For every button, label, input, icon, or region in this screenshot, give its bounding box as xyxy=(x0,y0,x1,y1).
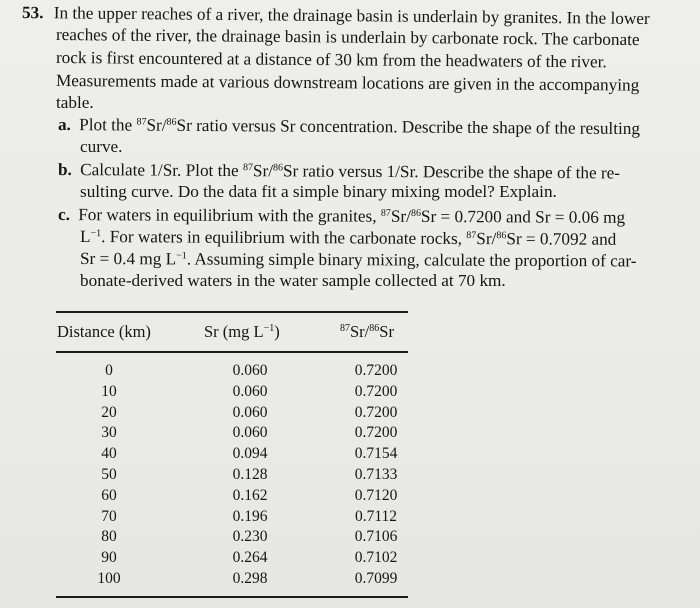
table-cell-ratio: 0.7099 xyxy=(354,569,398,587)
problem-intro-line-2: reaches of the river, the drainage basin is underlain by carbonate rock. The carbonate xyxy=(55,25,640,50)
part-a-line-2: curve. xyxy=(80,137,123,156)
table-cell-distance: 70 xyxy=(101,507,117,525)
isotope-86: 86 xyxy=(369,323,380,334)
part-c-text: L xyxy=(79,227,91,247)
part-b-label: b. xyxy=(57,160,72,180)
table-bottom-rule xyxy=(56,596,408,598)
part-c-line-1 xyxy=(58,204,625,229)
part-a-text: Sr/ xyxy=(146,115,167,135)
part-c-line-3 xyxy=(80,248,637,272)
table-cell-distance: 100 xyxy=(97,569,121,587)
table-cell-distance: 20 xyxy=(101,403,117,421)
column-sr xyxy=(220,361,280,590)
problem-intro-line-4: Measurements made at various downstream locations are given in the accompanying xyxy=(55,71,640,95)
table-cell-distance: 30 xyxy=(101,424,117,442)
part-c-text: For waters in equilibrium with the granites, xyxy=(78,205,381,226)
table-cell-sr: 0.060 xyxy=(232,362,268,379)
table-cell-distance: 50 xyxy=(101,465,117,483)
table-cell-ratio: 0.7112 xyxy=(354,507,398,525)
part-c-text: Sr = 0.4 mg L xyxy=(79,249,177,269)
table-cell-ratio: 0.7200 xyxy=(354,424,398,442)
table-cell-sr: 0.060 xyxy=(232,403,268,421)
part-c-text: Sr/ xyxy=(476,229,497,249)
table-cell-ratio: 0.7133 xyxy=(354,465,398,483)
part-c-text: Sr = 0.7092 and xyxy=(506,229,617,249)
isotope-86: 86 xyxy=(496,230,507,242)
header-ratio xyxy=(340,322,394,342)
table-cell-distance: 0 xyxy=(105,362,113,379)
part-a-text: Sr ratio versus Sr concentration. Describe the shape of the resulting xyxy=(176,115,641,139)
table-cell-sr: 0.128 xyxy=(232,465,268,483)
table-cell-distance: 60 xyxy=(101,486,117,504)
part-c-text: Sr/ xyxy=(390,206,411,226)
part-b-text: Sr/ xyxy=(252,161,274,181)
isotope-87: 87 xyxy=(340,323,350,334)
isotope-87: 87 xyxy=(136,116,147,128)
problem-intro-line-3: rock is first encountered at a distance of 30 km from the headwaters of the river. xyxy=(55,48,607,72)
part-a-line-1 xyxy=(58,114,640,140)
part-b-line-2: sulting curve. Do the data fit a simple binary mixing model? Explain. xyxy=(80,182,557,201)
isotope-86: 86 xyxy=(272,162,284,174)
header-ratio-text: Sr xyxy=(379,322,394,341)
part-c-text: Sr = 0.7200 and Sr = 0.06 mg xyxy=(420,206,626,227)
table-header-rule xyxy=(56,351,408,353)
exponent: −1 xyxy=(176,250,187,262)
part-c-line-2 xyxy=(80,226,616,251)
table-cell-distance: 80 xyxy=(101,528,117,546)
table-cell-sr: 0.264 xyxy=(232,549,268,567)
table-cell-distance: 40 xyxy=(101,445,117,463)
part-b-text: Sr ratio versus 1/Sr. Describe the shape of the re- xyxy=(282,161,621,183)
isotope-86: 86 xyxy=(410,207,421,219)
table-cell-sr: 0.060 xyxy=(232,424,268,442)
part-b-text: Calculate 1/Sr. Plot the xyxy=(80,160,244,181)
part-a-text: Plot the xyxy=(79,115,137,135)
table-cell-distance: 10 xyxy=(101,382,117,400)
table-cell-ratio: 0.7200 xyxy=(354,382,398,400)
table-cell-ratio: 0.7154 xyxy=(354,445,398,463)
table-cell-sr: 0.162 xyxy=(232,486,268,504)
problem-intro-line-5: table. xyxy=(56,93,94,112)
intro-text-1: In the upper reaches of a river, the drainage basin is underlain by granites. In the lower xyxy=(53,3,650,29)
table-cell-sr: 0.094 xyxy=(232,445,268,463)
column-ratio xyxy=(346,361,406,590)
table-cell-sr: 0.298 xyxy=(232,569,268,587)
part-c-text: . For waters in equilibrium with the carbonate rocks, xyxy=(101,227,467,249)
header-sr xyxy=(204,322,280,342)
table-cell-ratio: 0.7200 xyxy=(354,403,398,421)
problem-number: 53. xyxy=(21,3,44,23)
header-ratio-text: Sr/ xyxy=(350,322,370,341)
part-c-text: . Assuming simple binary mixing, calculate the proportion of car- xyxy=(186,249,637,271)
table-cell-sr: 0.060 xyxy=(232,382,268,400)
table-cell-distance: 90 xyxy=(101,549,117,567)
column-distance xyxy=(84,361,134,590)
header-sr-text: ) xyxy=(274,322,280,341)
part-c-line-4: bonate-derived waters in the water sample collected at 70 km. xyxy=(80,271,506,290)
part-c-label: c. xyxy=(57,205,70,225)
exponent: −1 xyxy=(263,323,275,334)
table-cell-ratio: 0.7106 xyxy=(354,528,398,546)
isotope-87: 87 xyxy=(466,230,477,242)
isotope-87: 87 xyxy=(380,207,391,219)
header-distance: Distance (km) xyxy=(57,322,151,341)
header-sr-text: Sr (mg L xyxy=(204,322,264,341)
table-cell-ratio: 0.7120 xyxy=(354,486,398,504)
table-top-rule xyxy=(56,311,408,313)
isotope-87: 87 xyxy=(242,162,254,174)
table-cell-ratio: 0.7102 xyxy=(354,549,398,567)
exponent: −1 xyxy=(90,228,102,240)
table-cell-sr: 0.230 xyxy=(232,528,268,546)
isotope-86: 86 xyxy=(166,116,177,128)
part-a-label: a. xyxy=(57,115,71,135)
table-cell-sr: 0.196 xyxy=(232,507,268,525)
table-cell-ratio: 0.7200 xyxy=(354,362,398,379)
